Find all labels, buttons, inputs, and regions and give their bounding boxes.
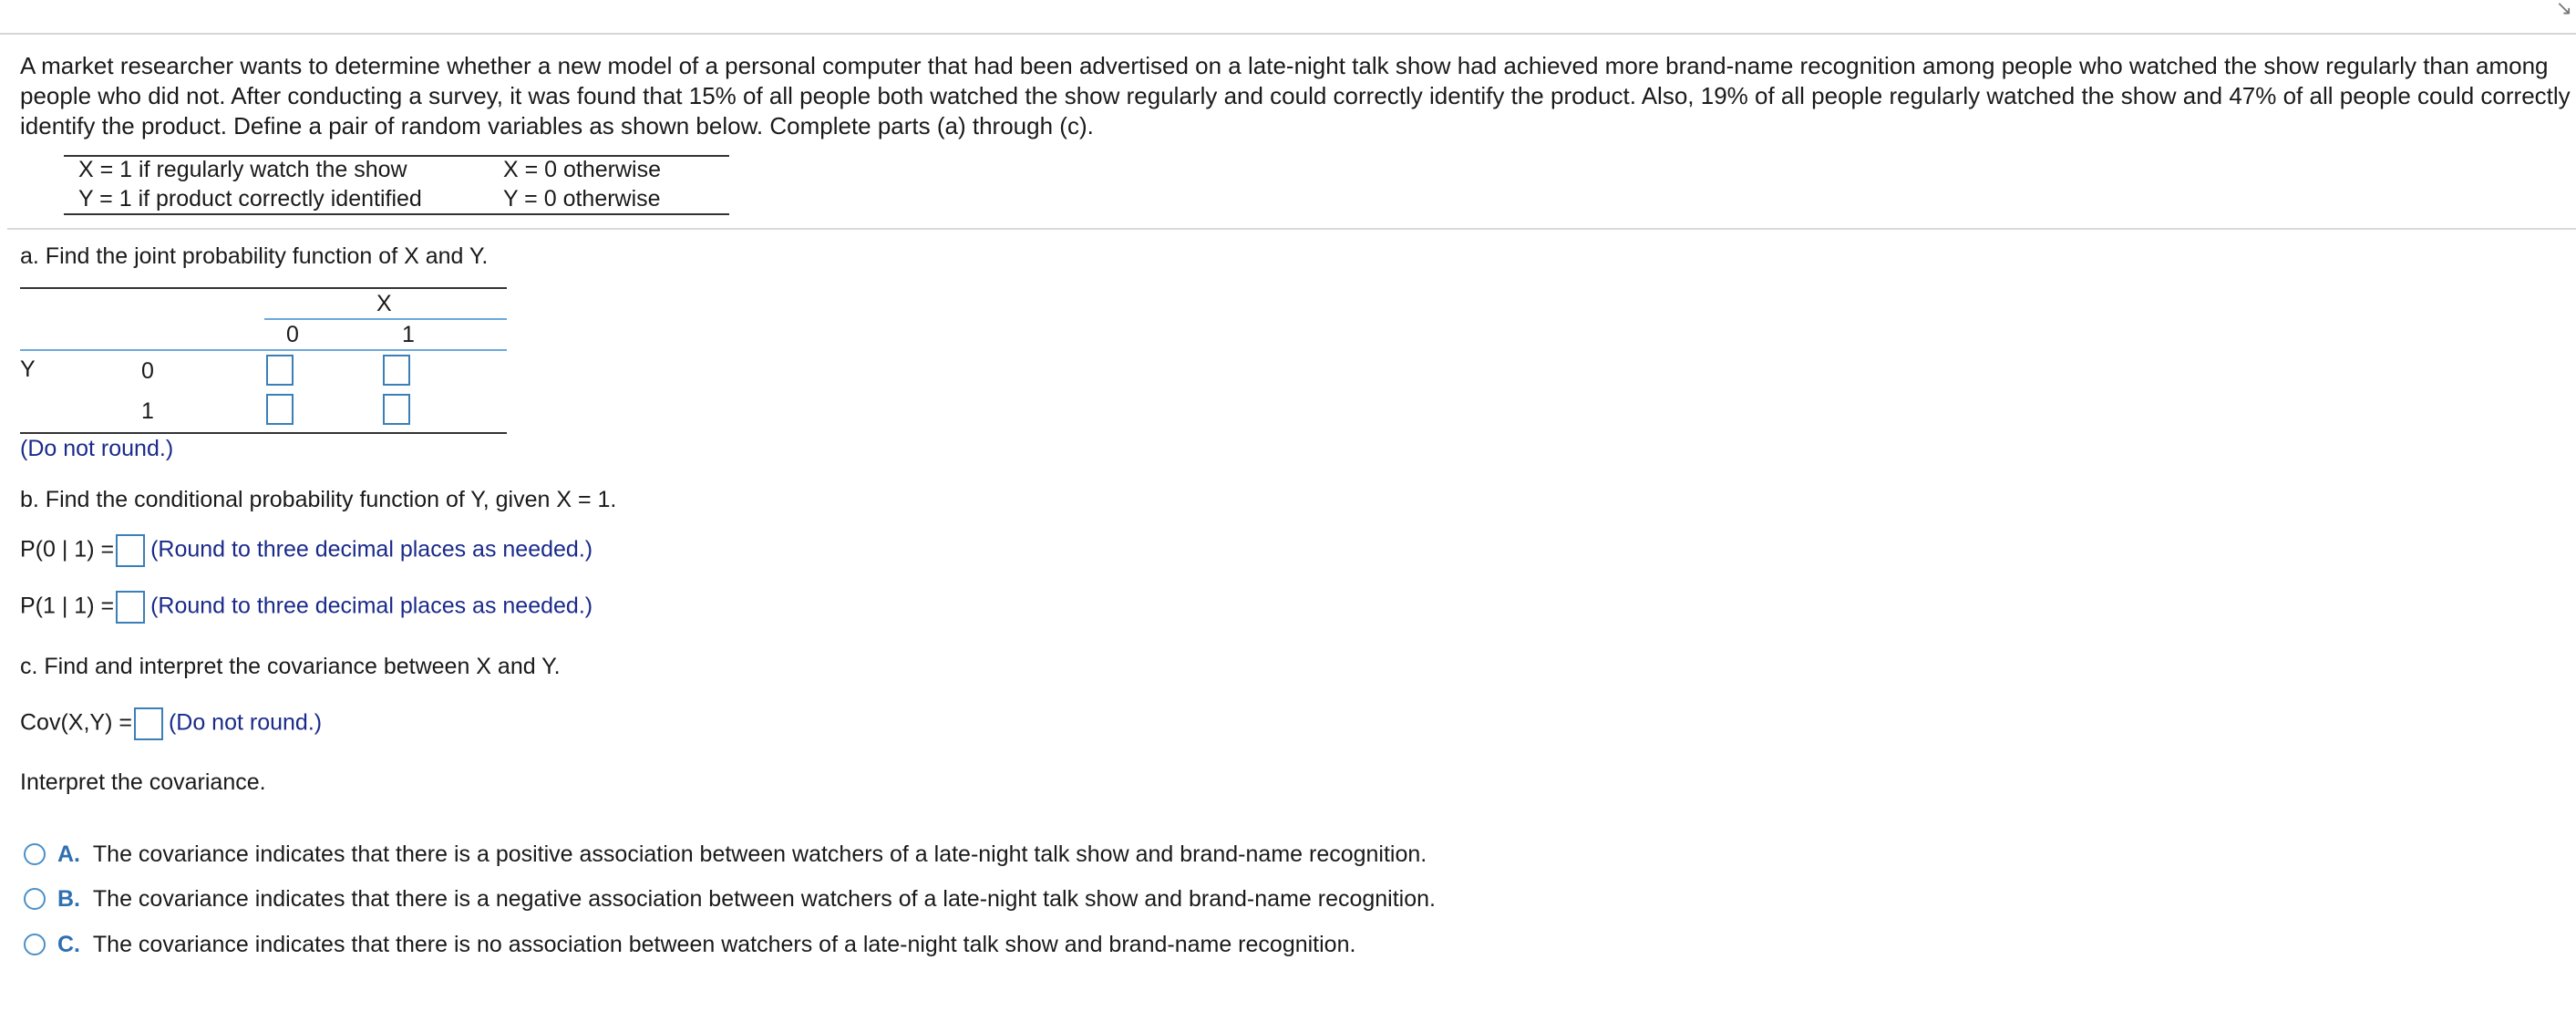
- option-c[interactable]: [57, 931, 1355, 958]
- p0-row: [20, 534, 592, 567]
- option-b[interactable]: [57, 885, 1436, 913]
- option-c-radio[interactable]: [24, 934, 46, 955]
- joint-input-x1-y0[interactable]: [383, 355, 410, 386]
- joint-table-x0: 0: [286, 322, 299, 347]
- joint-table-x-header: X: [376, 291, 392, 316]
- p1-label: P(1 | 1) =: [20, 593, 115, 619]
- option-a-text: The covariance indicates that there is a positive association between watchers of a late-night talk show and brand-name recognition.: [92, 841, 1427, 867]
- option-b-letter: B.: [57, 886, 80, 912]
- joint-table-top-rule: [20, 287, 507, 289]
- option-b-radio[interactable]: [24, 888, 46, 910]
- corner-arrow-icon: ↘: [2555, 0, 2572, 19]
- part-a-hint: (Do not round.): [20, 436, 174, 461]
- cov-hint: (Do not round.): [168, 709, 323, 736]
- interpret-prompt: Interpret the covariance.: [20, 769, 266, 795]
- part-a-question: a. Find the joint probability function of X and Y.: [20, 243, 489, 269]
- joint-input-x0-y1[interactable]: [266, 394, 294, 425]
- part-b-question: b. Find the conditional probability function of Y, given X = 1.: [20, 487, 617, 512]
- option-a-letter: A.: [57, 841, 80, 867]
- p1-hint: (Round to three decimal places as needed.): [150, 593, 593, 619]
- def-x1: X = 1 if regularly watch the show: [78, 157, 407, 182]
- def-y0: Y = 0 otherwise: [503, 186, 661, 212]
- joint-table-y0: 0: [141, 358, 154, 384]
- joint-table-x-rule: [264, 318, 507, 320]
- joint-input-x1-y1[interactable]: [383, 394, 410, 425]
- joint-table-y1: 1: [141, 398, 154, 424]
- p0-hint: (Round to three decimal places as needed.): [150, 536, 593, 562]
- cov-label: Cov(X,Y) =: [20, 709, 132, 736]
- joint-table-y-header: Y: [20, 356, 36, 382]
- option-c-letter: C.: [57, 932, 80, 957]
- part-c-question: c. Find and interpret the covariance between X and Y.: [20, 654, 561, 679]
- p1-row: [20, 591, 592, 624]
- p1-input[interactable]: [116, 591, 145, 624]
- joint-table-bottom-rule: [20, 432, 507, 434]
- p0-input[interactable]: [116, 534, 145, 567]
- cov-row: [20, 707, 322, 740]
- option-a[interactable]: [57, 841, 1427, 868]
- joint-input-x0-y0[interactable]: [266, 355, 294, 386]
- section-divider: [7, 228, 2576, 230]
- top-divider: [0, 33, 2576, 35]
- problem-intro: A market researcher wants to determine whether a new model of a personal computer that had been advertised on a late-night talk show had achieved more brand-name recognition among people who watched the show regularly than among people who did not. After conducting a survey, it was found that 15% of all people both watched the show regularly and could correctly identify the product. Also, 19% of all people regularly watched the show and 47% of all people could correctly identify the product. Define a pair of random variables as shown below. Complete parts (a) through (c).: [20, 52, 2571, 139]
- definitions-bottom-rule: [64, 213, 729, 215]
- option-c-text: The covariance indicates that there is no association between watchers of a late-night talk show and brand-name recognition.: [92, 932, 1356, 957]
- joint-table-header-rule: [20, 349, 507, 351]
- def-x0: X = 0 otherwise: [503, 157, 662, 182]
- p0-label: P(0 | 1) =: [20, 536, 115, 562]
- cov-input[interactable]: [134, 707, 163, 740]
- joint-table-x1: 1: [402, 322, 415, 347]
- def-y1: Y = 1 if product correctly identified: [78, 186, 422, 212]
- option-b-text: The covariance indicates that there is a negative association between watchers of a late-night talk show and brand-name recognition.: [92, 886, 1436, 912]
- option-a-radio[interactable]: [24, 843, 46, 865]
